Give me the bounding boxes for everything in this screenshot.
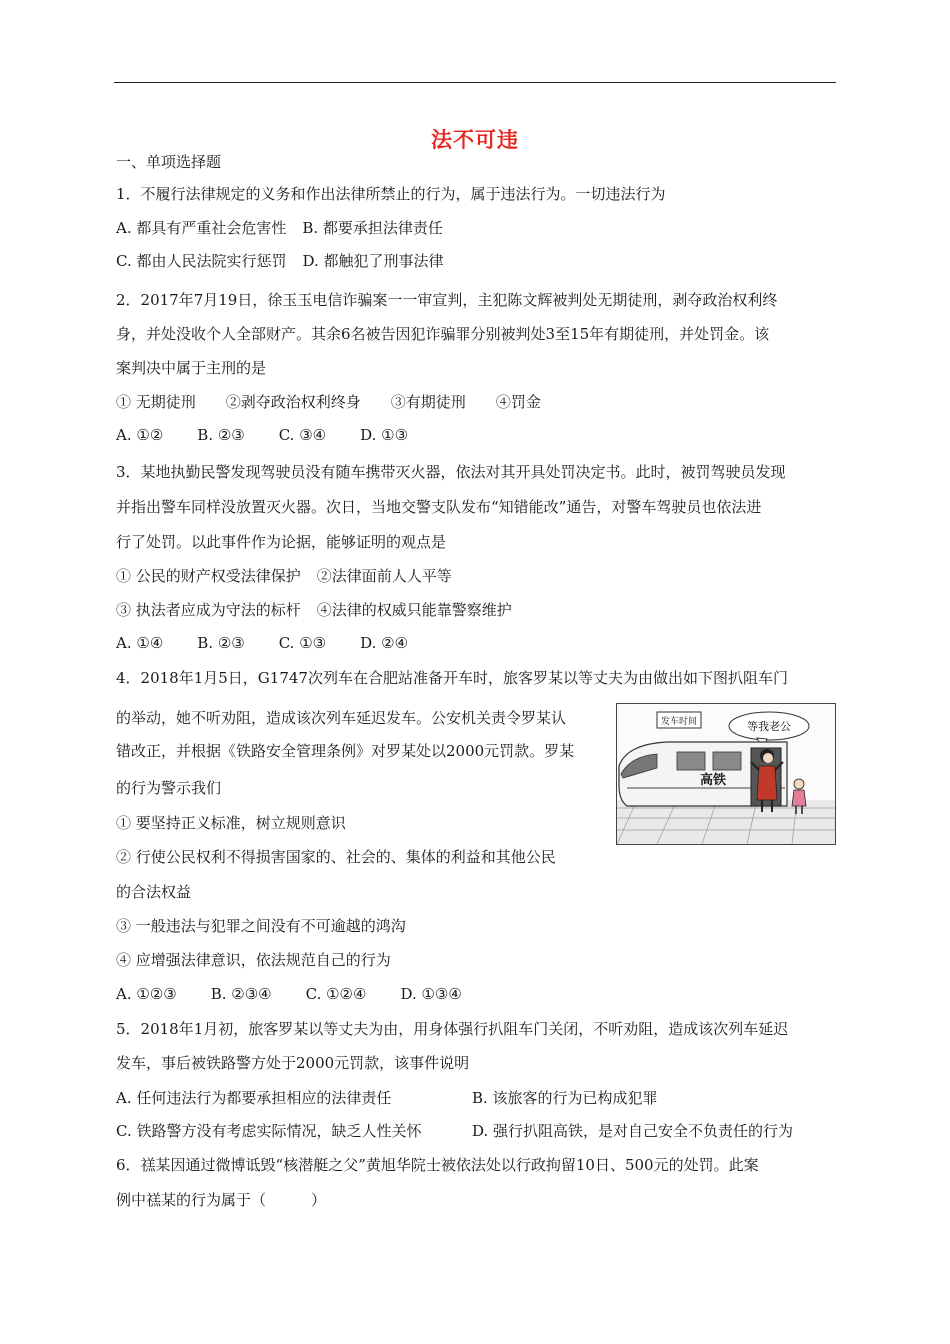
- section-heading: 一、单项选择题: [116, 153, 222, 171]
- page-title: 法不可违: [431, 128, 519, 152]
- question-2-items: [116, 392, 541, 412]
- question-5-stem-line: 5．2018年1月初，旅客罗某以等丈夫为由，用身体强行扒阻车门关闭，不听劝阻，造成该次列车延迟: [116, 1020, 789, 1038]
- train-label: 高铁: [699, 773, 727, 788]
- question-3-items-row-2: [116, 600, 512, 620]
- illustration-drawing: [617, 704, 835, 844]
- item-4: ④罚金: [495, 393, 541, 411]
- question-5-stem-line: 发车，事后被铁路警方处于2000元罚款，该事件说明: [116, 1054, 470, 1072]
- option-c: C. 都由人民法院实行惩罚: [116, 252, 287, 270]
- question-4-item: 的合法权益: [116, 883, 192, 901]
- option-b: B. 都要承担法律责任: [302, 219, 443, 237]
- option-d: D. ①③: [360, 426, 409, 444]
- item-1: ① 无期徒刑: [116, 393, 196, 411]
- option-d: D. 都触犯了刑事法律: [302, 252, 444, 270]
- question-5-options-row-1: [116, 1088, 658, 1108]
- question-3-stem-line: 3．某地执勤民警发现驾驶员没有随车携带灭火器，依法对其开具处罚决定书。此时，被罚驾驶员发现: [116, 463, 786, 481]
- item-4: ④法律的权威只能靠警察维护: [316, 601, 512, 619]
- option-d: D. 强行扒阻高铁，是对自己安全不负责任的行为: [472, 1122, 794, 1140]
- question-4-stem-line: 的举动，她不听劝阻，造成该次列车延迟发车。公安机关责令罗某认: [116, 709, 567, 727]
- option-d: D. ②④: [360, 634, 409, 652]
- option-c: C. ①③: [278, 634, 327, 652]
- speech-bubble-text: 等我老公: [747, 720, 791, 733]
- question-2-stem-line: 2．2017年7月19日，徐玉玉电信诈骗案一一审宣判，主犯陈文辉被判处无期徒刑，剥夺政治权利终: [116, 291, 778, 309]
- question-6-stem-line: 6．禚某因通过微博诋毁“核潜艇之父”黄旭华院士被依法处以行政拘留10日、500元的处罚。此案: [116, 1156, 759, 1174]
- question-4-stem-line: 错改正，并根据《铁路安全管理条例》对罗某处以2000元罚款。罗某: [116, 742, 575, 760]
- option-c: C. 铁路警方没有考虑实际情况，缺乏人性关怀: [116, 1122, 422, 1140]
- option-a: A. ①④: [116, 634, 164, 652]
- train-door-illustration: [616, 703, 836, 845]
- question-3-options: [116, 633, 408, 653]
- question-6-stem-line: 例中禚某的行为属于（ ）: [116, 1191, 327, 1209]
- question-5-options-row-2: [116, 1121, 793, 1141]
- question-4-stem-line: 的行为警示我们: [116, 779, 222, 797]
- question-2-stem-line: 身，并处没收个人全部财产。其余6名被告因犯诈骗罪分别被判处3至15年有期徒刑，并处罚金。该: [116, 325, 770, 343]
- option-b: B. ②③: [197, 634, 245, 652]
- option-b: B. 该旅客的行为已构成犯罪: [472, 1089, 658, 1107]
- question-1-options-row-2: [116, 251, 444, 271]
- option-a: A. ①②③: [116, 985, 177, 1003]
- item-3: ③ 执法者应成为守法的标杆: [116, 601, 301, 619]
- item-3: ③有期徒刑: [390, 393, 466, 411]
- sign-text: 发车时间: [660, 717, 698, 727]
- option-c: C. ①②④: [305, 985, 367, 1003]
- question-2-stem-line: 案判决中属于主刑的是: [116, 359, 267, 377]
- item-1: ① 公民的财产权受法律保护: [116, 567, 301, 585]
- question-1-stem: 1．不履行法律规定的义务和作出法律所禁止的行为，属于违法行为。一切违法行为: [116, 185, 666, 203]
- question-4-stem-line: 4．2018年1月5日，G1747次列车在合肥站准备开车时，旅客罗某以等丈夫为由做出如下图扒阻车门: [116, 669, 788, 687]
- question-1-options-row-1: [116, 218, 443, 238]
- question-4-item: ② 行使公民权利不得损害国家的、社会的、集体的利益和其他公民: [116, 848, 556, 866]
- question-3-stem-line: 行了处罚。以此事件作为论据，能够证明的观点是: [116, 533, 447, 551]
- question-4-options: [116, 984, 462, 1004]
- question-3-items-row-1: [116, 566, 452, 586]
- question-3-stem-line: 并指出警车同样没放置灭火器。次日，当地交警支队发布“知错能改”通告，对警车驾驶员也依法进: [116, 498, 762, 516]
- question-2-options: [116, 425, 408, 445]
- question-4-item: ④ 应增强法律意识，依法规范自己的行为: [116, 951, 391, 969]
- option-b: B. ②③: [197, 426, 245, 444]
- question-4-item: ① 要坚持正义标准，树立规则意识: [116, 814, 346, 832]
- option-c: C. ③④: [278, 426, 327, 444]
- item-2: ②法律面前人人平等: [316, 567, 452, 585]
- option-b: B. ②③④: [210, 985, 272, 1003]
- option-a: A. 任何违法行为都要承担相应的法律责任: [116, 1089, 392, 1107]
- option-d: D. ①③④: [400, 985, 462, 1003]
- option-a: A. 都具有严重社会危害性: [116, 219, 287, 237]
- question-4-item: ③ 一般违法与犯罪之间没有不可逾越的鸿沟: [116, 917, 406, 935]
- header-rule: [114, 82, 836, 83]
- option-a: A. ①②: [116, 426, 164, 444]
- item-2: ②剥夺政治权利终身: [225, 393, 361, 411]
